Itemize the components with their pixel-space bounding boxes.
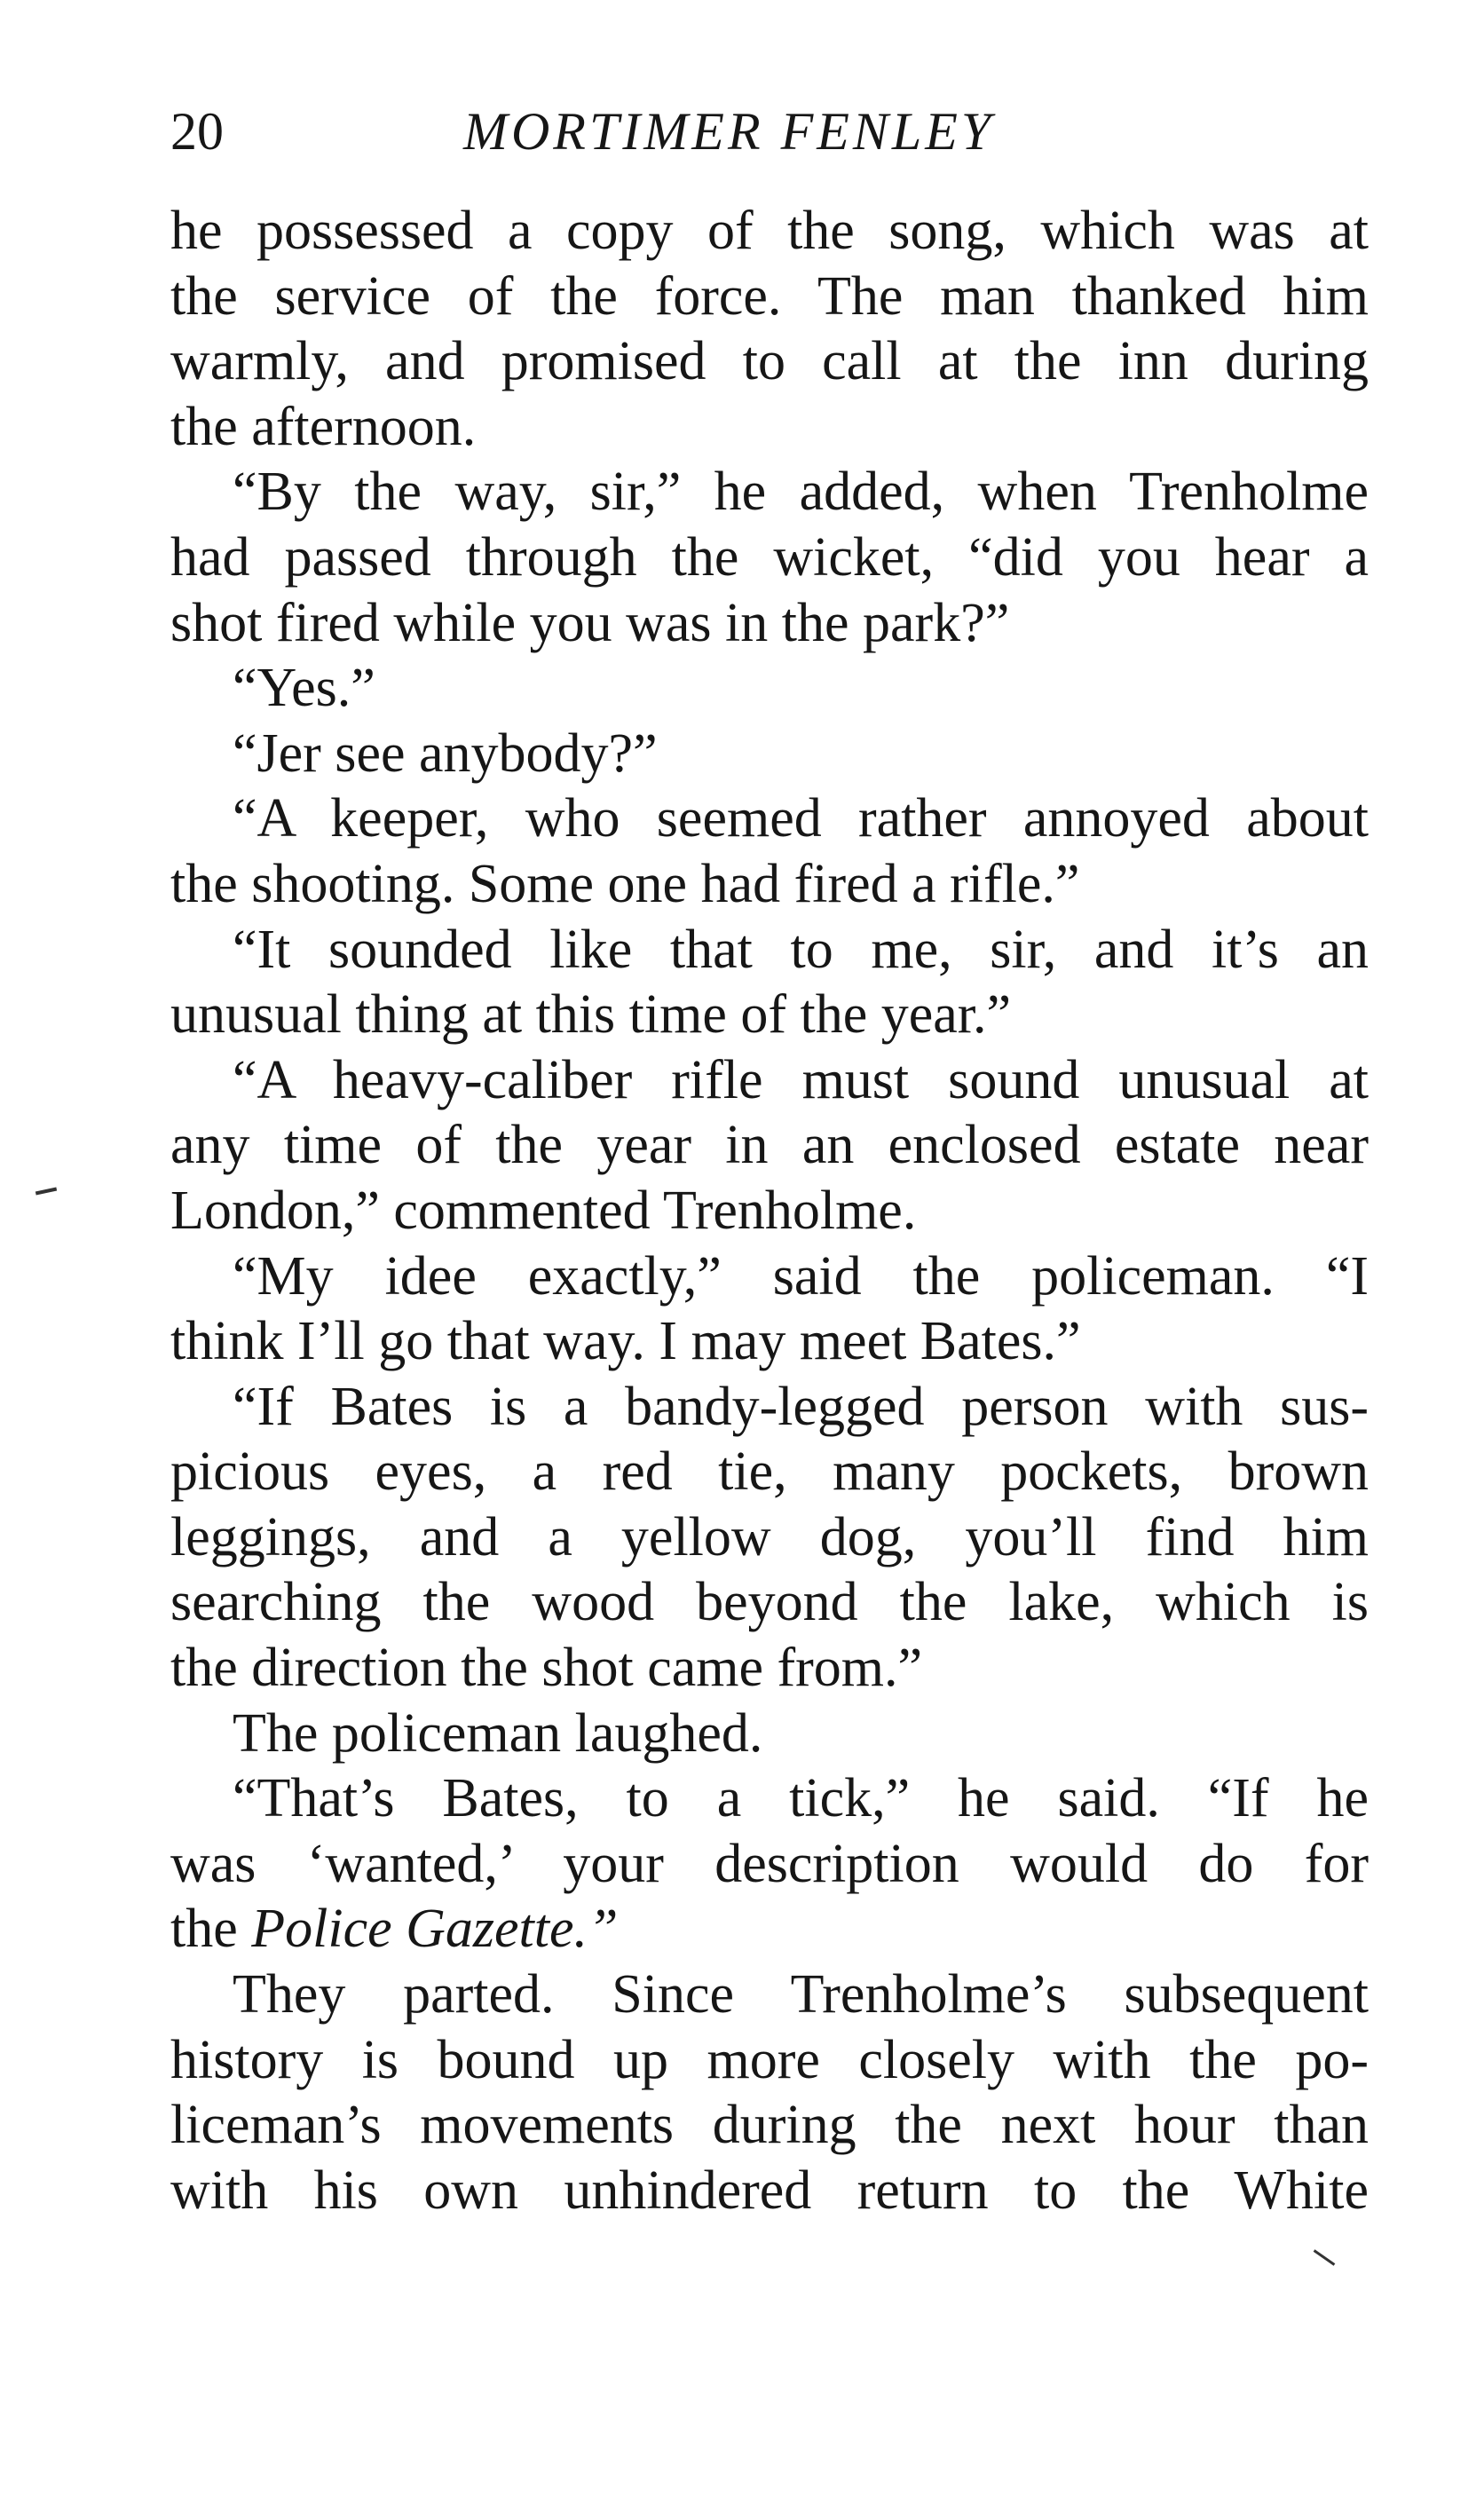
text-line: “By the way, sir,” he added, when Trenholme bbox=[233, 462, 1369, 523]
text-line: any time of the year in an enclosed estate near bbox=[170, 1115, 1369, 1176]
text-line: liceman’s movements during the next hour than bbox=[170, 2095, 1369, 2156]
page-number: 20 bbox=[170, 102, 224, 161]
text-line: the afternoon. bbox=[170, 396, 477, 457]
text-fragment: the bbox=[170, 1899, 252, 1960]
text-line: the direction the shot came from.” bbox=[170, 1638, 923, 1699]
text-line: London,” commented Trenholme. bbox=[170, 1180, 917, 1241]
text-line: “That’s Bates, to a tick,” he said. “If he bbox=[233, 1768, 1369, 1829]
text-line: The policeman laughed. bbox=[233, 1702, 763, 1764]
text-line: “A keeper, who seemed rather annoyed about bbox=[233, 788, 1369, 849]
body-text bbox=[170, 199, 1369, 2223]
text-line: with his own unhindered return to the White bbox=[170, 2160, 1369, 2221]
text-line: “My idee exactly,” said the policeman. “I bbox=[233, 1245, 1369, 1307]
publication-title: Police Gazette.” bbox=[251, 1899, 619, 1960]
text-line: “Yes.” bbox=[233, 658, 375, 719]
text-line: “If Bates is a bandy-legged person with sus- bbox=[233, 1376, 1369, 1437]
text-line: They parted. Since Trenholme’s subsequent bbox=[233, 1964, 1369, 2025]
text-line: he possessed a copy of the song, which was at bbox=[170, 201, 1369, 261]
text-line: picious eyes, a red tie, many pockets, brown bbox=[170, 1441, 1369, 1503]
running-header bbox=[170, 96, 1369, 167]
text-line: history is bound up more closely with the po- bbox=[170, 2029, 1369, 2090]
text-line: warmly, and promised to call at the inn during bbox=[170, 331, 1369, 392]
running-title: MORTIMER FENLEY bbox=[463, 102, 995, 161]
text-line: was ‘wanted,’ your description would do for bbox=[170, 1833, 1369, 1894]
text-line: “Jer see anybody?” bbox=[233, 723, 658, 784]
text-line: the service of the force. The man thanked him bbox=[170, 265, 1369, 327]
text-line: the shooting. Some one had fired a rifle.” bbox=[170, 853, 1080, 914]
text-line: had passed through the wicket, “did you hear a bbox=[170, 526, 1369, 588]
text-line: “It sounded like that to me, sir, and it’s an bbox=[233, 919, 1369, 980]
text-line: unusual thing at this time of the year.” bbox=[170, 984, 1012, 1046]
text-line: shot fired while you was in the park?” bbox=[170, 592, 1010, 653]
margin-stray-mark bbox=[1314, 2249, 1336, 2266]
text-line: leggings, and a yellow dog, you’ll find him bbox=[170, 1506, 1369, 1567]
text-line: searching the wood beyond the lake, which is bbox=[170, 1572, 1369, 1633]
text-line: think I’ll go that way. I may meet Bates.” bbox=[170, 1311, 1081, 1372]
text-line: “A heavy-caliber rifle must sound unusual at bbox=[233, 1049, 1369, 1110]
margin-stray-mark bbox=[36, 1188, 57, 1196]
text-line bbox=[170, 1897, 1369, 1962]
